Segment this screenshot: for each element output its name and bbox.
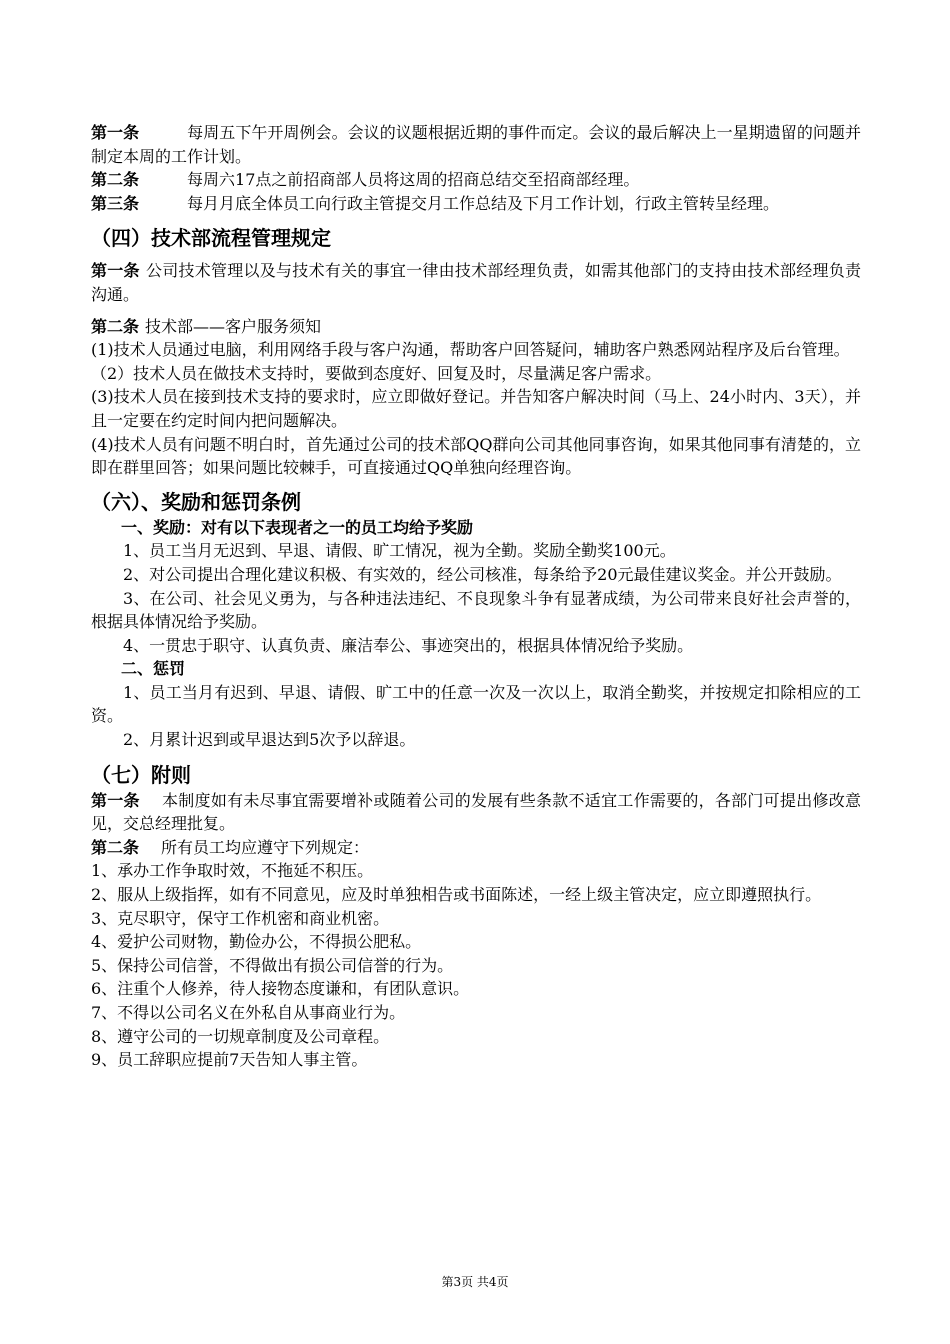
section6-heading: （六）、奖励和惩罚条例 [91,489,301,514]
section4-item: (3)技术人员在接到技术支持的要求时，应立即做好登记。并告知客户解决时间（马上、24小时内、3天），并且一定要在约定时间内把问题解决。 [91,387,861,430]
section4-article-1 [91,259,861,306]
rule-item: 5、保持公司信誉，不得做出有损公司信誉的行为。 [91,955,454,975]
section4-item: (4)技术人员有问题不明白时，首先通过公司的技术部QQ群向公司其他同事咨询，如果其他同事有清楚的，立即在群里回答；如果问题比较棘手，可直接通过QQ单独向经理咨询。 [91,434,861,478]
article-text: 本制度如有未尽事宜需要增补或随着公司的发展有些条款不适宜工作需要的，各部门可提出修改意见，交总经理批复。 [91,790,861,834]
section4-item: (1)技术人员通过电脑，利用网络手段与客户沟通，帮助客户回答疑问，辅助客户熟悉网站程序及后台管理。 [91,340,850,360]
section4-article-2 [91,315,861,339]
article-text: 公司技术管理以及与技术有关的事宜一律由技术部经理负责，如需其他部门的支持由技术部经理负责沟通。 [91,261,861,304]
section3-article-3 [91,192,861,216]
section3-article-1 [91,121,861,168]
reward-item: 1、员工当月无迟到、早退、请假、旷工情况，视为全勤。奖励全勤奖100元。 [123,541,676,561]
reward-title: 一、奖励：对有以下表现者之一的员工均给予奖励 [121,517,474,537]
page-content [91,121,861,1072]
section3-article-2 [91,168,861,192]
reward-item: 3、在公司、社会见义勇为，与各种违法违纪、不良现象斗争有显著成绩，为公司带来良好社会声誉的，根据具体情况给予奖励。 [91,588,861,632]
rule-item: 8、遵守公司的一切规章制度及公司章程。 [91,1026,390,1046]
section4-heading: （四）技术部流程管理规定 [91,226,331,251]
article-text: 技术部——客户服务须知 [145,316,322,336]
penalty-item: 2、月累计迟到或早退达到5次予以辞退。 [123,730,416,750]
penalty-title: 二、惩罚 [121,659,186,679]
rule-item: 2、服从上级指挥，如有不同意见，应及时单独相告或书面陈述，一经上级主管决定，应立即遵照执行。 [91,885,822,905]
section4-item: （2）技术人员在做技术支持时，要做到态度好、回复及时，尽量满足客户需求。 [91,363,662,383]
reward-item: 4、一贯忠于职守、认真负责、廉洁奉公、事迹突出的，根据具体情况给予奖励。 [123,635,694,655]
rule-item: 4、爱护公司财物，勤俭办公，不得损公肥私。 [91,932,422,952]
article-label: 第二条 [91,170,140,190]
page-footer: 第3页 共4页 [441,1275,509,1289]
article-label: 第一条 [91,123,140,142]
article-text: 所有员工均应遵守下列规定： [161,837,370,857]
rule-item: 3、克尽职守，保守工作机密和商业机密。 [91,908,390,928]
rule-item: 9、员工辞职应提前7天告知人事主管。 [91,1050,368,1070]
article-label: 第二条 [91,316,140,336]
rule-item: 6、注重个人修养，待人接物态度谦和，有团队意识。 [91,979,470,999]
rule-item: 1、承办工作争取时效，不拖延不积压。 [91,861,374,881]
reward-item: 2、对公司提出合理化建议积极、有实效的，经公司核准，每条给予20元最佳建议奖金。并公开鼓励。 [123,564,842,584]
section7-article-1 [91,789,861,836]
article-label: 第一条 [91,790,140,810]
rule-item: 7、不得以公司名义在外私自从事商业行为。 [91,1003,406,1022]
penalty-item: 1、员工当月有迟到、早退、请假、旷工中的任意一次及一次以上，取消全勤奖，并按规定扣除相应的工资。 [91,682,861,726]
section7-article-2 [91,836,861,860]
section7-heading: （七）附则 [91,762,191,787]
article-label: 第三条 [91,193,140,213]
article-label: 第二条 [91,837,140,857]
article-text: 每周六17点之前招商部人员将这周的招商总结交至招商部经理。 [187,170,640,190]
article-text: 每月月底全体员工向行政主管提交月工作总结及下月工作计划，行政主管转呈经理。 [187,193,780,213]
article-text: 每周五下午开周例会。会议的议题根据近期的事件而定。会议的最后解决上一星期遗留的问题并制定本周的工作计划。 [91,123,861,166]
article-label: 第一条 [91,261,140,281]
